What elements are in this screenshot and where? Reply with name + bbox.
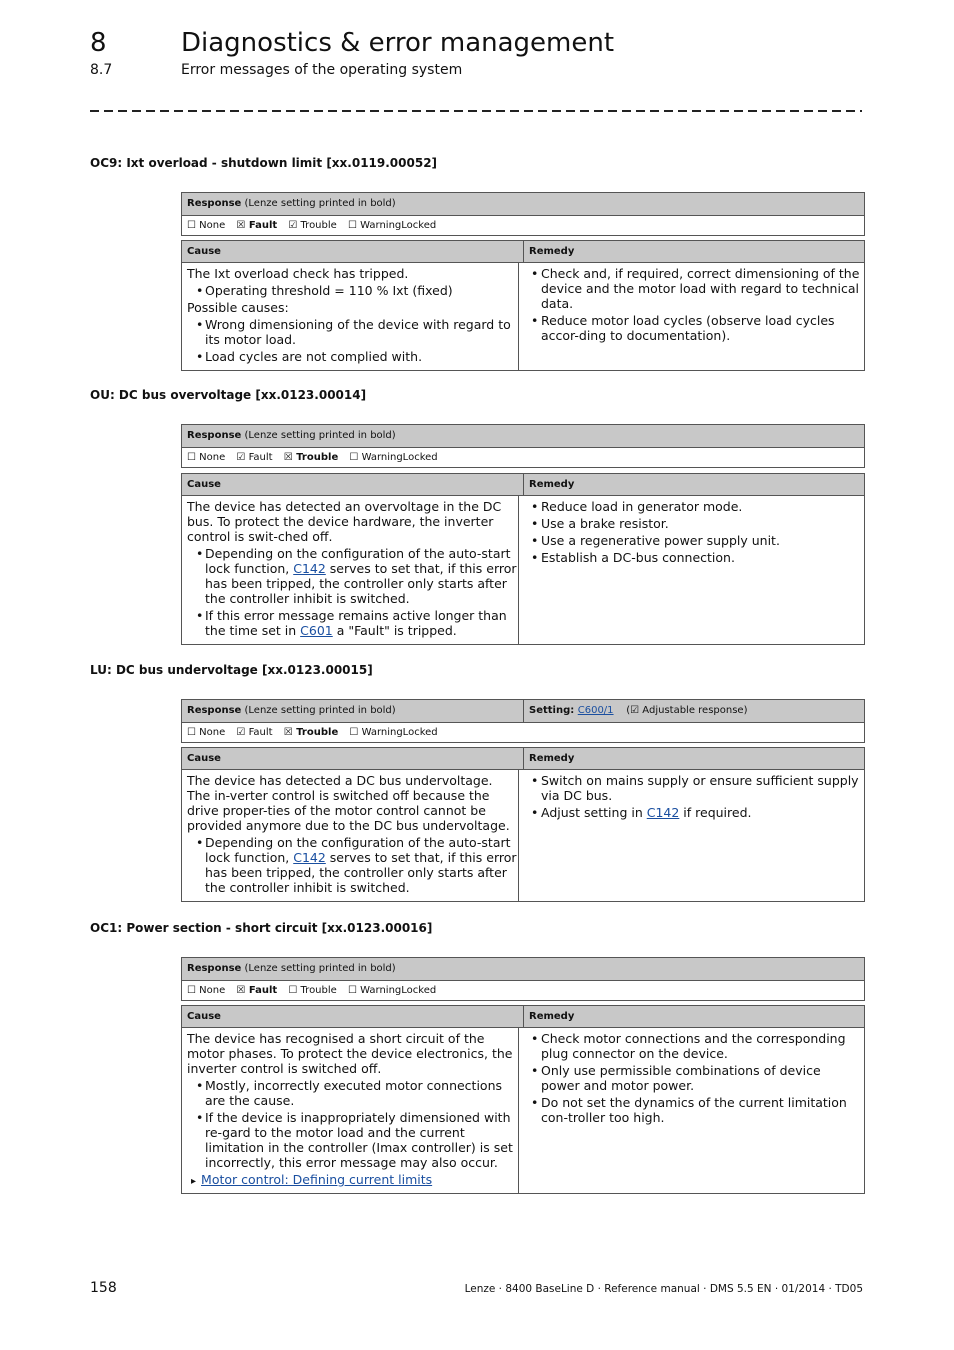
cause-bullet: • Wrong dimensioning of the device with regard to its motor load. <box>187 317 518 347</box>
response-header <box>182 700 864 723</box>
link-motor-control-current-limits[interactable]: Motor control: Defining current limits <box>201 1172 433 1187</box>
cause-bullet: • Depending on the configuration of the auto-start lock function, C142 serves to set that, if this error has been tripped, the controller only starts after the controller inhibit is switched. <box>187 835 518 895</box>
remedy-bullet: • Use a brake resistor. <box>531 516 860 531</box>
remedy-header: Remedy <box>529 479 575 490</box>
response-table-oc1 <box>181 957 863 1001</box>
response-header <box>182 425 864 448</box>
remedy-cell <box>519 1028 864 1193</box>
remedy-cell <box>519 263 864 370</box>
option-none: ☐ None <box>187 985 226 996</box>
response-options <box>182 216 864 235</box>
response-table-lu <box>181 699 863 743</box>
remedy-bullet: • Only use permissible combinations of device power and motor power. <box>531 1063 860 1093</box>
cause-header: Cause <box>182 474 524 495</box>
link-c601[interactable]: C601 <box>300 623 333 638</box>
remedy-bullet: • Adjust setting in C142 if required. <box>531 805 860 820</box>
option-warninglocked: ☐ WarningLocked <box>349 727 438 738</box>
cause-header: Cause <box>182 241 524 262</box>
option-none: ☐ None <box>187 220 226 231</box>
response-note: (Lenze setting printed in bold) <box>241 705 396 716</box>
response-label: Response <box>187 963 242 974</box>
error-heading-oc9: OC9: Ixt overload - shutdown limit [xx.0119.00052] <box>90 156 438 170</box>
link-c142[interactable]: C142 <box>293 850 326 865</box>
option-trouble: ☒ Trouble <box>283 727 339 738</box>
remedy-bullet: • Use a regenerative power supply unit. <box>531 533 860 548</box>
option-warninglocked: ☐ WarningLocked <box>348 220 437 231</box>
section-title: Error messages of the operating system <box>181 62 463 78</box>
cause-bullet: • Depending on the configuration of the auto-start lock function, C142 serves to set that, if this error has been tripped, the controller only starts after the controller inhibit is switched. <box>187 546 518 606</box>
link-c142[interactable]: C142 <box>646 805 680 820</box>
page-number: 158 <box>90 1280 117 1296</box>
chapter-title: Diagnostics & error management <box>181 28 615 58</box>
setting-cell <box>523 700 864 722</box>
option-warninglocked: ☐ WarningLocked <box>348 985 437 996</box>
cause-remedy-table-lu <box>181 747 865 902</box>
response-note: (Lenze setting printed in bold) <box>241 963 396 974</box>
remedy-bullet: • Reduce load in generator mode. <box>531 499 860 514</box>
cause-text: The device has recognised a short circuit of the motor phases. To protect the device electronics, the inverter control is switched off. <box>187 1031 513 1076</box>
response-options <box>182 981 864 1000</box>
document-info: Lenze · 8400 BaseLine D · Reference manual · DMS 5.5 EN · 01/2014 · TD05 <box>464 1283 863 1295</box>
cause-cell <box>182 496 519 644</box>
header-divider <box>90 110 862 112</box>
link-c600-1[interactable]: C600/1 <box>577 705 614 716</box>
setting-label: Setting: <box>529 705 578 716</box>
cause-text: Possible causes: <box>187 300 289 315</box>
error-heading-lu: LU: DC bus undervoltage [xx.0123.00015] <box>90 663 373 677</box>
response-options <box>182 723 864 742</box>
cause-bullet: • Load cycles are not complied with. <box>187 349 518 364</box>
cause-text: The device has detected an overvoltage in the DC bus. To protect the device hardware, the inverter control is swit-ched off. <box>187 499 502 544</box>
cause-bullet: • Operating threshold = 110 % Ixt (fixed) <box>187 283 518 298</box>
response-header <box>182 958 864 981</box>
cause-header: Cause <box>182 748 524 769</box>
response-header <box>182 193 864 216</box>
remedy-cell <box>519 770 864 901</box>
option-fault: ☑ Fault <box>236 727 273 738</box>
option-none: ☐ None <box>187 727 226 738</box>
response-options <box>182 448 864 467</box>
response-label: Response <box>187 198 242 209</box>
remedy-bullet: • Switch on mains supply or ensure sufficient supply via DC bus. <box>531 773 860 803</box>
cause-header: Cause <box>182 1006 524 1027</box>
remedy-cell <box>519 496 864 644</box>
option-none: ☐ None <box>187 452 226 463</box>
cause-text: The device has detected a DC bus undervoltage. The in-verter control is switched off because the drive proper-ties of the motor control cannot be provided anymore due to the DC bus undervoltage. <box>187 773 510 833</box>
cause-cell <box>182 1028 519 1193</box>
remedy-header: Remedy <box>529 753 575 764</box>
cause-bullet: • If this error message remains active longer than the time set in C601 a "Fault" is tripped. <box>187 608 518 638</box>
chapter-number: 8 <box>90 28 107 58</box>
cross-reference <box>187 1172 518 1189</box>
cause-cell <box>182 263 519 370</box>
error-heading-ou: OU: DC bus overvoltage [xx.0123.00014] <box>90 388 367 402</box>
response-table-oc9 <box>181 192 863 236</box>
remedy-bullet: • Check motor connections and the corresponding plug connector on the device. <box>531 1031 860 1061</box>
option-trouble: ☒ Trouble <box>283 452 339 463</box>
option-trouble: ☐ Trouble <box>288 985 337 996</box>
response-note: (Lenze setting printed in bold) <box>241 198 396 209</box>
remedy-bullet: • Do not set the dynamics of the current limitation con-troller too high. <box>531 1095 860 1125</box>
remedy-bullet: • Reduce motor load cycles (observe load cycles accor-ding to documentation). <box>531 313 860 343</box>
option-fault: ☑ Fault <box>236 452 273 463</box>
cause-bullet: • If the device is inappropriately dimensioned with re-gard to the motor load and the current limitation in the controller (Imax controller) is set incorrectly, this error message may also occur. <box>187 1110 518 1170</box>
response-note: (Lenze setting printed in bold) <box>241 430 396 441</box>
error-heading-oc1: OC1: Power section - short circuit [xx.0123.00016] <box>90 921 433 935</box>
section-number: 8.7 <box>90 62 113 78</box>
cause-remedy-table-ou <box>181 473 865 645</box>
link-c142[interactable]: C142 <box>293 561 326 576</box>
remedy-bullet: • Check and, if required, correct dimensioning of the device and the motor load with regard to technical data. <box>531 266 860 311</box>
option-fault: ☒ Fault <box>236 985 278 996</box>
response-table-ou <box>181 424 863 468</box>
adjustable-note: (☑ Adjustable response) <box>626 705 748 716</box>
cause-cell <box>182 770 519 901</box>
remedy-header: Remedy <box>529 246 575 257</box>
cause-text: The Ixt overload check has tripped. <box>187 266 409 281</box>
cause-remedy-table-oc1 <box>181 1005 865 1194</box>
option-warninglocked: ☐ WarningLocked <box>349 452 438 463</box>
remedy-bullet: • Establish a DC-bus connection. <box>531 550 860 565</box>
cause-remedy-table-oc9 <box>181 240 865 371</box>
remedy-header: Remedy <box>529 1011 575 1022</box>
option-trouble: ☑ Trouble <box>288 220 337 231</box>
response-label: Response <box>187 705 242 716</box>
option-fault: ☒ Fault <box>236 220 278 231</box>
cause-bullet: • Mostly, incorrectly executed motor connections are the cause. <box>187 1078 518 1108</box>
response-label: Response <box>187 430 242 441</box>
